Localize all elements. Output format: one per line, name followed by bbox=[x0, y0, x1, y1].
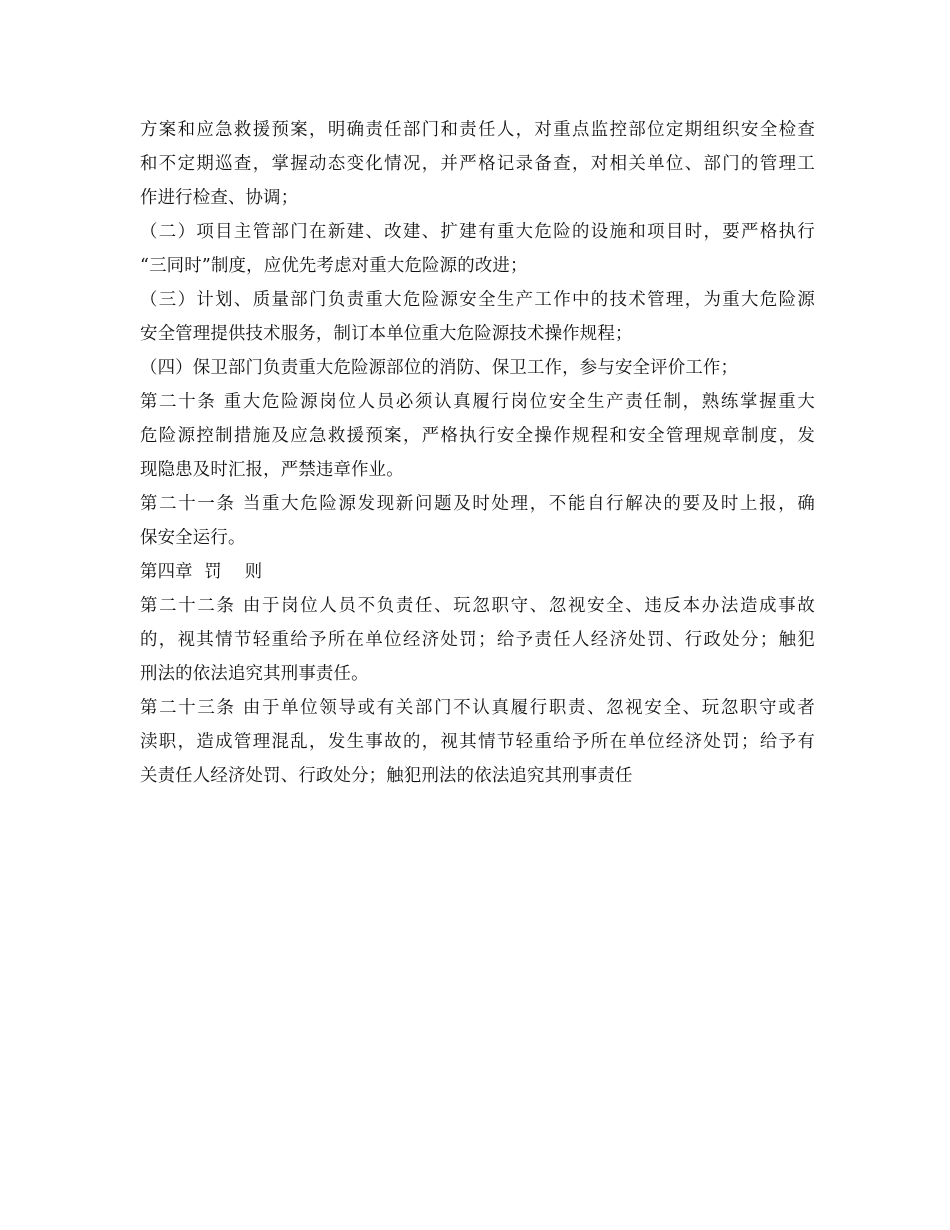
chapter-heading bbox=[140, 555, 815, 589]
text-line: 第二十三条 由于单位领导或有关部门不认真履行职责、忽视安全、玩忽职守或者 bbox=[140, 698, 815, 718]
text-line: 第二十一条 当重大危险源发现新问题及时处理，不能自行解决的要及时上报，确 bbox=[140, 494, 815, 514]
text-line: 关责任人经济处罚、行政处分；触犯刑法的依法追究其刑事责任 bbox=[140, 766, 633, 786]
text-line: 第二十条 重大危险源岗位人员必须认真履行岗位安全生产责任制，熟练掌握重大 bbox=[140, 392, 815, 412]
article-21 bbox=[140, 487, 815, 555]
text-line: 渎职，造成管理混乱，发生事故的，视其情节轻重给予所在单位经济处罚；给予有 bbox=[140, 732, 815, 752]
text-line: （二）项目主管部门在新建、改建、扩建有重大危险的设施和项目时，要严格执行 bbox=[140, 222, 815, 242]
text-line: 第二十二条 由于岗位人员不负责任、玩忽职守、忽视安全、违反本办法造成事故 bbox=[140, 596, 815, 616]
paragraph-1 bbox=[140, 113, 815, 215]
paragraph-4 bbox=[140, 351, 815, 385]
text-line: 危险源控制措施及应急救援预案，严格执行安全操作规程和安全管理规章制度，发 bbox=[140, 426, 815, 446]
text-line: 的，视其情节轻重给予所在单位经济处罚；给予责任人经济处罚、行政处分；触犯 bbox=[140, 630, 815, 650]
paragraph-3 bbox=[140, 283, 815, 351]
article-20 bbox=[140, 385, 815, 487]
text-line: 安全管理提供技术服务，制订本单位重大危险源技术操作规程； bbox=[140, 324, 633, 344]
text-line: 和不定期巡查，掌握动态变化情况，并严格记录备查，对相关单位、部门的管理工 bbox=[140, 154, 815, 174]
document-body bbox=[140, 113, 815, 793]
text-line: 现隐患及时汇报，严禁违章作业。 bbox=[140, 460, 404, 480]
article-22 bbox=[140, 589, 815, 691]
text-line: 方案和应急救援预案，明确责任部门和责任人，对重点监控部位定期组织安全检查 bbox=[140, 120, 815, 140]
text-line: （三）计划、质量部门负责重大危险源安全生产工作中的技术管理，为重大危险源 bbox=[140, 290, 815, 310]
text-line: “三同时”制度，应优先考虑对重大危险源的改进； bbox=[140, 256, 528, 276]
paragraph-2 bbox=[140, 215, 815, 283]
chapter-title: 第四章 罚 则 bbox=[140, 562, 263, 582]
text-line: 作进行检查、协调； bbox=[140, 188, 299, 208]
text-line: 刑法的依法追究其刑事责任。 bbox=[140, 664, 369, 684]
text-line: 保安全运行。 bbox=[140, 528, 246, 548]
text-line: （四）保卫部门负责重大危险源部位的消防、保卫工作，参与安全评价工作； bbox=[140, 358, 739, 378]
article-23 bbox=[140, 691, 815, 793]
